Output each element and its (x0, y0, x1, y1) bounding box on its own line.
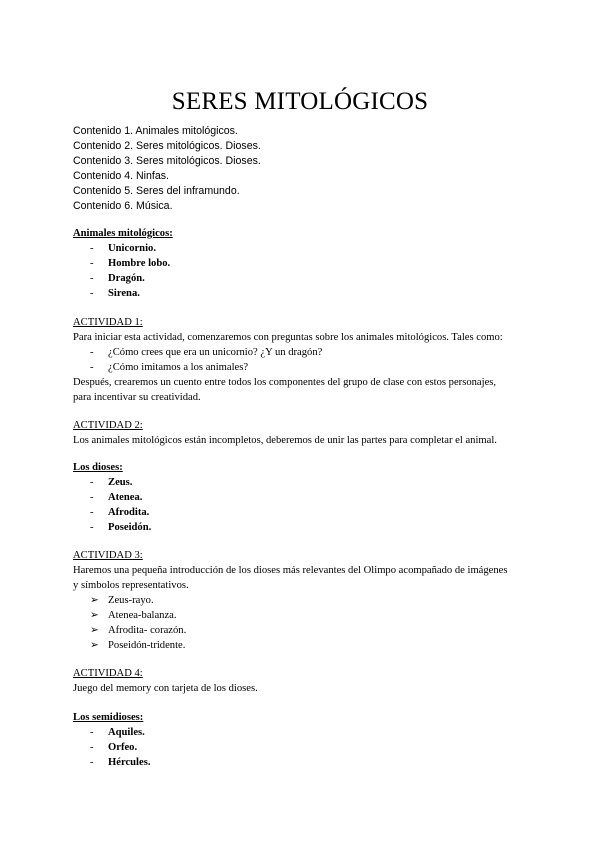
activity-title: ACTIVIDAD 2: (73, 420, 143, 431)
list-item-text: Poseidón-tridente. (108, 640, 186, 651)
list-item (73, 505, 543, 520)
list-item-text: Afrodita- corazón. (108, 625, 187, 636)
list-item (73, 345, 543, 360)
dash-marker: - (90, 362, 94, 373)
list-item (73, 286, 543, 301)
actividad-4-section (73, 666, 543, 696)
list-item (73, 241, 543, 256)
arrow-bullet-icon: ➢ (90, 640, 99, 651)
list-item (73, 725, 543, 740)
list-item-text: Orfeo. (108, 742, 138, 753)
contents-item: Contenido 5. Seres del inframundo. (73, 185, 240, 197)
contents-item: Contenido 6. Música. (73, 200, 173, 212)
animales-section (73, 226, 543, 301)
list-item (73, 360, 543, 375)
dash-marker: - (90, 243, 94, 254)
list-item-text: Hércules. (108, 757, 151, 768)
list-item (73, 740, 543, 755)
list-item (73, 755, 543, 770)
section-heading: Los dioses: (73, 462, 123, 473)
section-heading: Animales mitológicos: (73, 228, 173, 239)
list-item-text: Sirena. (108, 288, 140, 299)
section-heading: Los semidioses: (73, 712, 144, 723)
activity-text: Para iniciar esta actividad, comenzaremos con preguntas sobre los animales mitológicos. Tales como: (73, 332, 503, 343)
list-item (73, 256, 543, 271)
list-item-text: Hombre lobo. (108, 258, 171, 269)
dash-marker: - (90, 258, 94, 269)
list-item (73, 475, 543, 490)
list-item (73, 623, 543, 638)
activity-text: Después, crearemos un cuento entre todos los componentes del grupo de clase con estos personajes, (73, 377, 497, 388)
arrow-bullet-icon: ➢ (90, 625, 99, 636)
list-item-text: Zeus. (108, 477, 133, 488)
list-item-text: Aquiles. (108, 727, 145, 738)
actividad-2-section (73, 418, 543, 448)
list-item-text: Zeus-rayo. (108, 595, 154, 606)
list-item (73, 638, 543, 653)
activity-text: y símbolos representativos. (73, 580, 189, 591)
list-item-text: Poseidón. (108, 522, 152, 533)
list-item-text: Atenea. (108, 492, 143, 503)
list-item-text: Unicornio. (108, 243, 156, 254)
dash-marker: - (90, 507, 94, 518)
dash-marker: - (90, 288, 94, 299)
activity-title: ACTIVIDAD 3: (73, 550, 143, 561)
contents-item: Contenido 2. Seres mitológicos. Dioses. (73, 140, 261, 152)
list-item (73, 608, 543, 623)
activity-title: ACTIVIDAD 1: (73, 317, 143, 328)
activity-title: ACTIVIDAD 4: (73, 668, 143, 679)
dash-marker: - (90, 522, 94, 533)
contents-item: Contenido 3. Seres mitológicos. Dioses. (73, 155, 261, 167)
dash-marker: - (90, 727, 94, 738)
arrow-bullet-icon: ➢ (90, 610, 99, 621)
list-item-text: ¿Cómo crees que era un unicornio? ¿Y un dragón? (108, 347, 323, 358)
activity-text: Juego del memory con tarjeta de los dioses. (73, 683, 258, 694)
activity-text: para incentivar su creatividad. (73, 392, 201, 403)
list-item-text: Afrodita. (108, 507, 150, 518)
activity-text: Haremos una pequeña introducción de los dioses más relevantes del Olimpo acompañado de imágenes (73, 565, 508, 576)
activity-text: Los animales mitológicos están incompletos, deberemos de unir las partes para completar el animal. (73, 435, 497, 446)
dash-marker: - (90, 492, 94, 503)
dash-marker: - (90, 347, 94, 358)
list-item (73, 271, 543, 286)
semidioses-section (73, 710, 543, 770)
page-title: SERES MITOLÓGICOS (171, 88, 429, 115)
list-item (73, 490, 543, 505)
contents-item: Contenido 1. Animales mitológicos. (73, 125, 238, 137)
dash-marker: - (90, 273, 94, 284)
arrow-bullet-icon: ➢ (90, 595, 99, 606)
dioses-section (73, 460, 543, 535)
list-item-text: Dragón. (108, 273, 145, 284)
actividad-3-section (73, 548, 543, 653)
list-item-text: ¿Cómo imitamos a los animales? (108, 362, 249, 373)
list-item (73, 593, 543, 608)
actividad-1-section (73, 315, 543, 405)
dash-marker: - (90, 742, 94, 753)
dash-marker: - (90, 757, 94, 768)
contents-list (73, 124, 261, 214)
list-item-text: Atenea-balanza. (108, 610, 177, 621)
dash-marker: - (90, 477, 94, 488)
list-item (73, 520, 543, 535)
contents-item: Contenido 4. Ninfas. (73, 170, 169, 182)
